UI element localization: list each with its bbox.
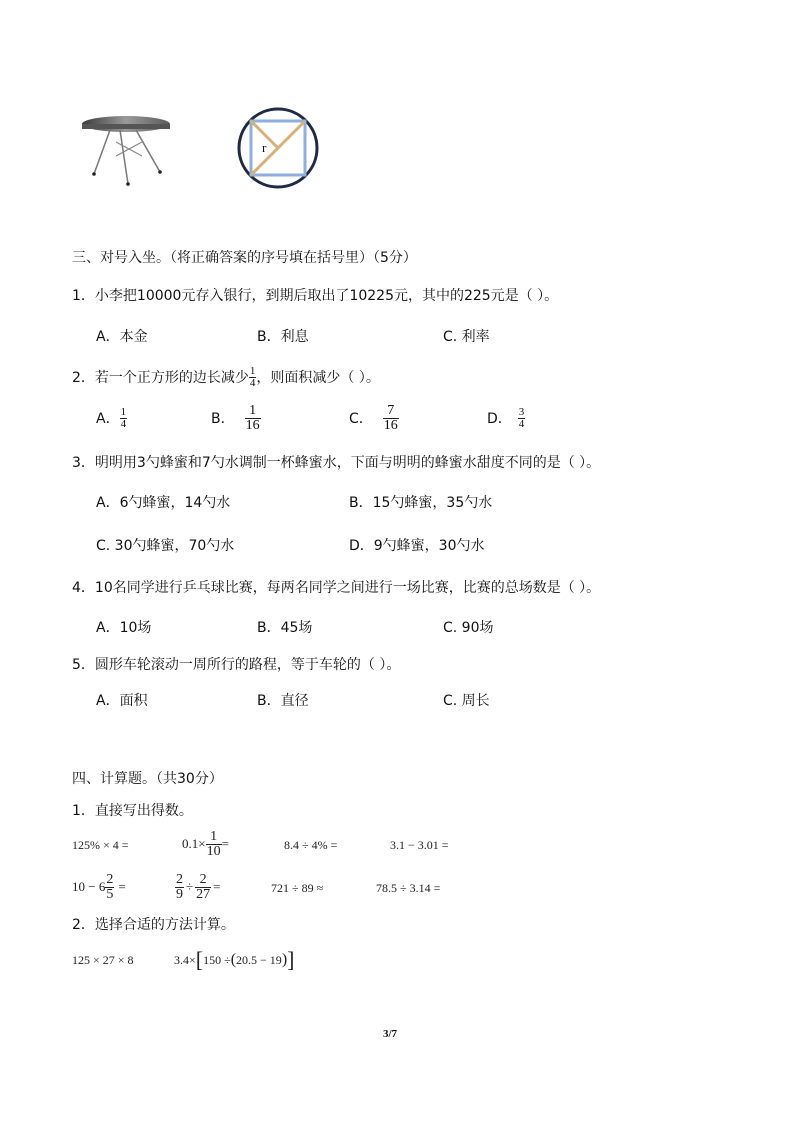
section-3-heading: 三、对号入坐。（将正确答案的序号填在括号里）（5分） <box>72 250 417 266</box>
expr-5-fraction <box>105 873 114 902</box>
q5-option-c[interactable]: C. 周长 <box>443 693 490 709</box>
q4-option-b[interactable]: B．45场 <box>257 620 313 636</box>
expr-10-inner-2: 20.5 − 19 <box>236 952 282 967</box>
q2-fraction <box>249 366 257 389</box>
expr-2 <box>182 826 229 862</box>
expr-6-denominator-2: 27 <box>196 886 211 902</box>
q2-option-a[interactable] <box>96 402 127 434</box>
q1-option-a[interactable]: A．本金 <box>96 329 148 345</box>
radius-label: r <box>262 140 267 155</box>
table-image <box>80 112 172 190</box>
page-number: 3/7 <box>383 1028 398 1040</box>
expr-10-paren-close: ) <box>281 951 288 968</box>
q2-b-fraction <box>245 404 261 433</box>
expr-10-pre: 3.4× <box>174 952 196 967</box>
q2-text-post: ，则面积减少（ ）。 <box>256 370 380 386</box>
section-4-sub-1: 1．直接写出得数。 <box>72 803 193 819</box>
expr-10-inner-1: 150 ÷ <box>203 952 231 967</box>
question-4: 4．10名同学进行乒乓球比赛，每两名同学之间进行一场比赛，比赛的总场数是（ ）。 <box>72 580 601 596</box>
q2-frac-numerator: 1 <box>249 364 256 377</box>
q2-c-label: C． <box>349 411 373 427</box>
q2-b-denominator: 16 <box>245 417 260 433</box>
q4-option-c[interactable]: C. 90场 <box>443 620 494 636</box>
expr-2-numerator: 1 <box>210 828 218 844</box>
section-4-heading: 四、计算题。（共30分） <box>72 771 223 787</box>
expr-3: 8.4 ÷ 4% = <box>284 838 338 852</box>
q2-a-label: A． <box>96 411 120 427</box>
q2-b-label: B． <box>211 411 235 427</box>
q2-c-fraction <box>383 404 399 433</box>
q2-text-pre: 2．若一个正方形的边长减少 <box>72 370 249 386</box>
q3-option-a[interactable]: A．6勺蜂蜜，14勺水 <box>96 495 231 511</box>
expr-2-pre: 0.1× <box>182 836 206 851</box>
q4-option-a[interactable]: A．10场 <box>96 620 152 636</box>
q1-option-b[interactable]: B．利息 <box>257 329 309 345</box>
expr-6-denominator-1: 9 <box>176 886 183 902</box>
expr-9: 125 × 27 × 8 <box>72 953 134 967</box>
q5-option-b[interactable]: B．直径 <box>257 693 309 709</box>
question-1: 1．小李把10000元存入银行，到期后取出了10225元，其中的225元是（ ）。 <box>72 288 559 304</box>
q5-option-a[interactable]: A．面积 <box>96 693 148 709</box>
expr-1: 125% × 4 = <box>72 838 129 852</box>
expr-2-denominator: 10 <box>206 843 221 859</box>
q2-b-numerator: 1 <box>249 402 257 418</box>
expr-4: 3.1 − 3.01 = <box>390 838 449 852</box>
expr-2-fraction <box>206 830 222 859</box>
expr-5-denominator: 5 <box>106 886 114 902</box>
q2-d-denominator: 4 <box>518 417 525 430</box>
expr-10-bracket-close: ] <box>287 947 295 972</box>
expr-8: 78.5 ÷ 3.14 = <box>376 881 441 895</box>
question-5: 5．圆形车轮滚动一周所行的路程，等于车轮的（ ）。 <box>72 657 401 673</box>
q3-option-b[interactable]: B．15勺蜂蜜，35勺水 <box>349 495 493 511</box>
q2-a-denominator: 4 <box>120 417 127 430</box>
expr-5-post: = <box>118 879 126 894</box>
q2-frac-denominator: 4 <box>249 376 256 389</box>
q2-d-fraction <box>518 407 526 430</box>
expr-6-fraction-1 <box>175 873 184 902</box>
q2-d-label: D． <box>487 411 512 427</box>
expr-5 <box>72 869 126 905</box>
expr-7: 721 ÷ 89 ≈ <box>271 881 324 895</box>
expr-5-numerator: 2 <box>106 871 114 887</box>
circle-square-diagram <box>236 106 320 190</box>
expr-6-post: = <box>213 879 221 894</box>
q2-a-numerator: 1 <box>120 405 127 418</box>
expr-5-pre: 10 − 6 <box>72 879 106 894</box>
q2-c-denominator: 16 <box>383 417 398 433</box>
section-4-sub-2: 2．选择合适的方法计算。 <box>72 917 235 933</box>
expr-6-numerator-2: 2 <box>199 871 207 887</box>
q2-d-numerator: 3 <box>518 405 525 418</box>
q2-a-fraction <box>120 407 128 430</box>
expr-10-bracket-open: [ <box>195 947 204 972</box>
q2-option-b[interactable] <box>211 400 261 436</box>
q3-option-c[interactable]: C. 30勺蜂蜜，70勺水 <box>96 538 235 554</box>
q2-option-c[interactable] <box>349 400 399 436</box>
expr-6 <box>175 869 220 905</box>
expr-2-post: = <box>221 836 229 851</box>
q2-option-d[interactable] <box>487 402 525 434</box>
question-2 <box>72 362 380 392</box>
question-3: 3．明明用3勺蜂蜜和7勺水调制一杯蜂蜜水，下面与明明的蜂蜜水甜度不同的是（ ）。 <box>72 455 601 471</box>
q2-c-numerator: 7 <box>387 402 395 418</box>
expr-10 <box>174 946 294 974</box>
expr-6-operator: ÷ <box>186 879 194 894</box>
expr-6-fraction-2 <box>195 873 211 902</box>
q3-option-d[interactable]: D．9勺蜂蜜，30勺水 <box>349 538 485 554</box>
expr-6-numerator-1: 2 <box>176 871 183 887</box>
expr-10-paren-open: ( <box>230 951 237 968</box>
q1-option-c[interactable]: C. 利率 <box>443 329 490 345</box>
